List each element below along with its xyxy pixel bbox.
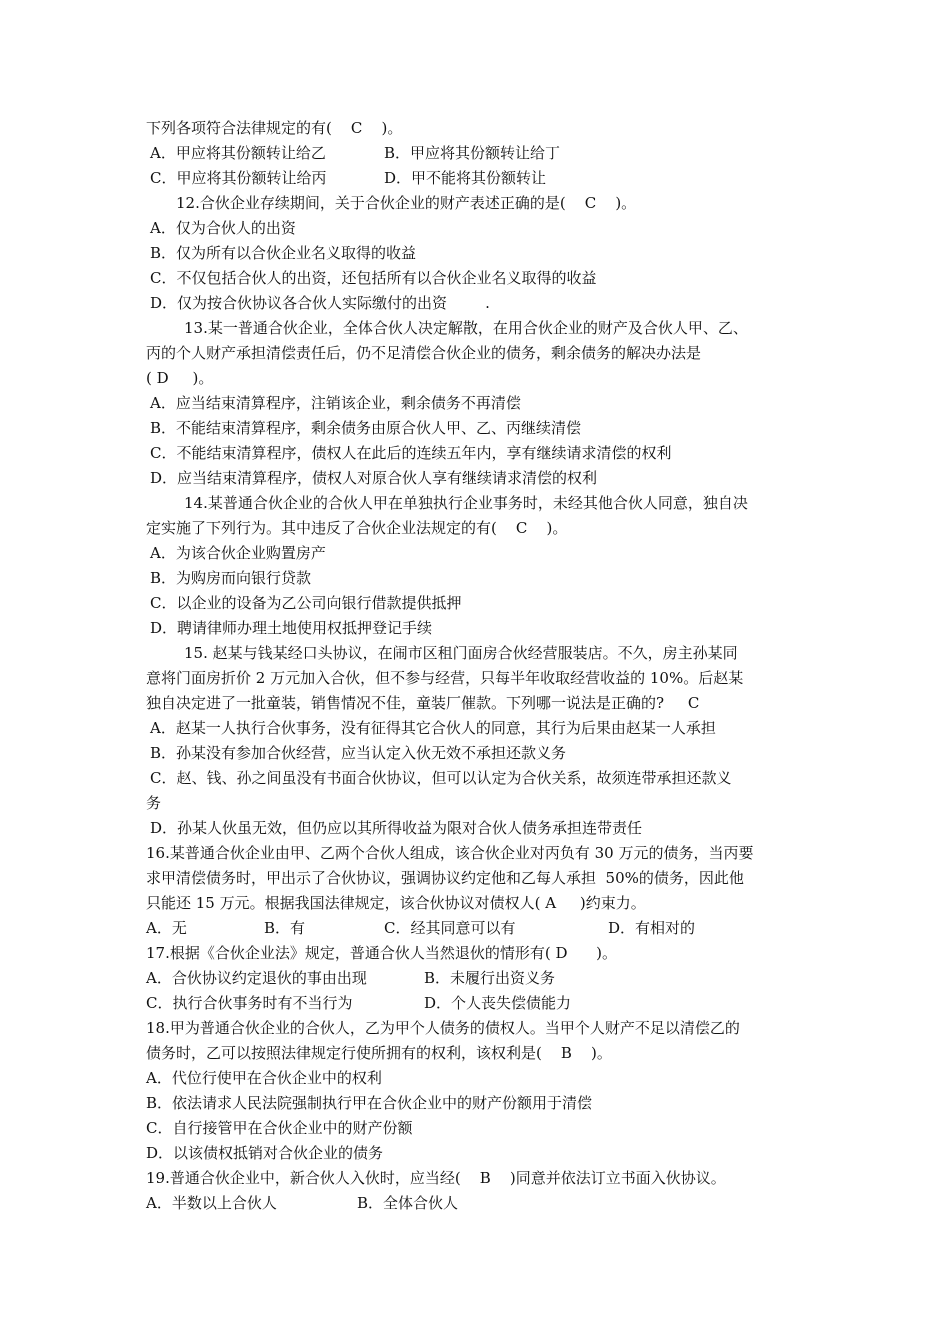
q17-option-b: B．未履行出资义务 (424, 969, 556, 987)
q19-stem: 19.普通合伙企业中，新合伙人入伙时，应当经( B )同意并依法订立书面入伙协议。 (146, 1169, 726, 1187)
q18-stem-line1: 18.甲为普通合伙企业的合伙人，乙为甲个人债务的债权人。当甲个人财产不足以清偿乙的 (146, 1019, 740, 1037)
q11-option-d: D．甲不能将其份额转让 (384, 169, 547, 187)
q16-option-a: A．无 (146, 919, 187, 937)
q15-option-c-line2: 务 (146, 794, 162, 812)
q15-option-a: A．赵某一人执行合伙事务，没有征得其它合伙人的同意，其行为后果由赵某一人承担 (150, 719, 716, 737)
q12-stem: 12.合伙企业存续期间，关于合伙企业的财产表述正确的是( C )。 (176, 194, 637, 212)
q19-option-a: A．半数以上合伙人 (146, 1194, 277, 1212)
q13-option-b: B．不能结束清算程序，剩余债务由原合伙人甲、乙、丙继续清偿 (150, 419, 582, 437)
q16-stem-line3: 只能还 15 万元。根据我国法律规定，该合伙协议对债权人( A )约束力。 (146, 894, 646, 912)
q13-option-d: D．应当结束清算程序，债权人对原合伙人享有继续请求清偿的权利 (150, 469, 598, 487)
q13-stem-line2: 丙的个人财产承担清偿责任后，仍不足清偿合伙企业的债务，剩余债务的解决办法是 (146, 344, 702, 362)
q15-stem-line3: 独自决定进了一批童装，销售情况不佳，童装厂催款。下列哪一说法是正确的? C (146, 694, 700, 712)
q13-stem-line3: ( D )。 (146, 369, 214, 387)
q17-option-a: A．合伙协议约定退伙的事由出现 (146, 969, 367, 987)
q15-option-b: B．孙某没有参加合伙经营，应当认定入伙无效不承担还款义务 (150, 744, 567, 762)
q13-option-c: C．不能结束清算程序，债权人在此后的连续五年内，享有继续请求清偿的权利 (150, 444, 672, 462)
q15-option-c-line1: C．赵、钱、孙之间虽没有书面合伙协议，但可以认定为合伙关系，故须连带承担还款义 (150, 769, 732, 787)
q13-option-a: A．应当结束清算程序，注销该企业，剩余债务不再清偿 (150, 394, 521, 412)
q18-stem-line2: 债务时，乙可以按照法律规定行使所拥有的权利，该权利是( B )。 (146, 1044, 612, 1062)
q15-option-d: D．孙某人伙虽无效，但仍应以其所得收益为限对合伙人债务承担连带责任 (150, 819, 643, 837)
q18-option-a: A．代位行使甲在合伙企业中的权利 (146, 1069, 382, 1087)
q12-option-a: A．仅为合伙人的出资 (150, 219, 296, 237)
q12-option-d: D．仅为按合伙协议各合伙人实际缴付的出资 . (150, 294, 490, 312)
q11-option-c: C．甲应将其份额转让给丙 (150, 169, 327, 187)
q16-stem-line2: 求甲清偿债务时，甲出示了合伙协议，强调协议约定他和乙每人承担 50%的债务，因此他 (146, 869, 744, 887)
q17-stem: 17.根据《合伙企业法》规定，普通合伙人当然退伙的情形有( D )。 (146, 944, 617, 962)
q17-option-c: C．执行合伙事务时有不当行为 (146, 994, 353, 1012)
q19-option-b: B．全体合伙人 (357, 1194, 459, 1212)
q14-option-a: A．为该合伙企业购置房产 (150, 544, 326, 562)
q11-option-b: B．甲应将其份额转让给丁 (384, 144, 561, 162)
q14-option-b: B．为购房而向银行贷款 (150, 569, 312, 587)
q16-stem-line1: 16.某普通合伙企业由甲、乙两个合伙人组成，该合伙企业对丙负有 30 万元的债务，当丙要 (146, 844, 754, 862)
q16-option-b: B．有 (264, 919, 306, 937)
q14-option-d: D．聘请律师办理土地使用权抵押登记手续 (150, 619, 433, 637)
q18-option-c: C．自行接管甲在合伙企业中的财产份额 (146, 1119, 413, 1137)
q11-option-a: A．甲应将其份额转让给乙 (150, 144, 326, 162)
q16-option-d: D．有相对的 (608, 919, 696, 937)
q18-option-d: D．以该债权抵销对合伙企业的债务 (146, 1144, 384, 1162)
q12-option-b: B．仅为所有以合伙企业名义取得的收益 (150, 244, 417, 262)
q15-stem-line1: 15. 赵某与钱某经口头协议，在闹市区租门面房合伙经营服装店。不久，房主孙某同 (184, 644, 738, 662)
q14-option-c: C．以企业的设备为乙公司向银行借款提供抵押 (150, 594, 462, 612)
q11-stem-tail: 下列各项符合法律规定的有( C )。 (146, 119, 403, 137)
q12-option-c: C．不仅包括合伙人的出资，还包括所有以合伙企业名义取得的收益 (150, 269, 597, 287)
q13-stem-line1: 13.某一普通合伙企业，全体合伙人决定解散，在用合伙企业的财产及合伙人甲、乙、 (184, 319, 748, 337)
q16-option-c: C．经其同意可以有 (384, 919, 516, 937)
q14-stem-line2: 定实施了下列行为。其中违反了合伙企业法规定的有( C )。 (146, 519, 568, 537)
q15-stem-line2: 意将门面房折价 2 万元加入合伙，但不参与经营，只每半年收取经营收益的 10%。后赵某 (146, 669, 744, 687)
q18-option-b: B．依法请求人民法院强制执行甲在合伙企业中的财产份额用于清偿 (146, 1094, 593, 1112)
q17-option-d: D．个人丧失偿债能力 (424, 994, 572, 1012)
q14-stem-line1: 14.某普通合伙企业的合伙人甲在单独执行企业事务时，未经其他合伙人同意，独自决 (184, 494, 748, 512)
